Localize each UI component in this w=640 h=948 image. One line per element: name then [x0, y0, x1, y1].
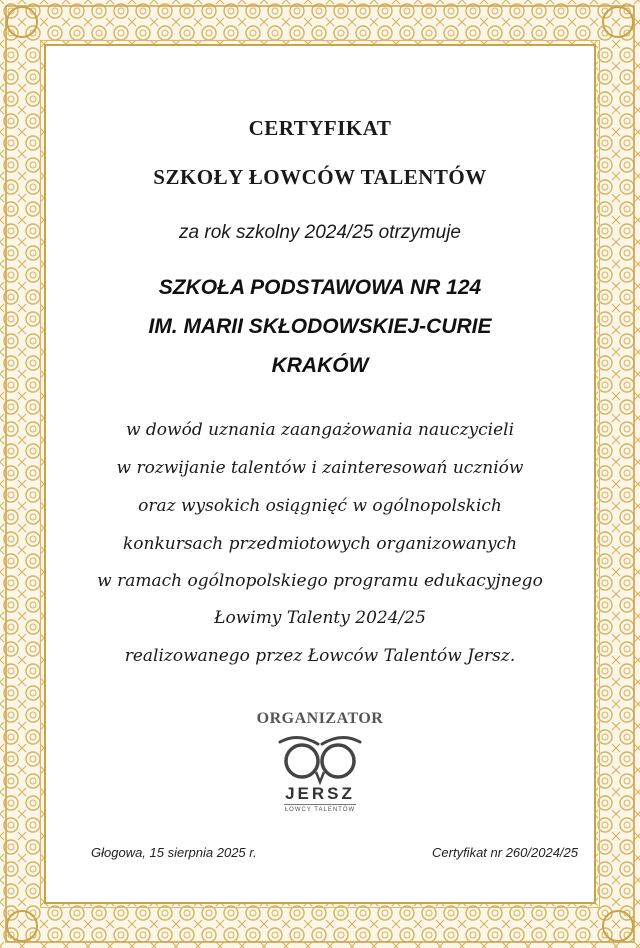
owl-eyes-icon: [276, 734, 364, 786]
certificate-subtitle: SZKOŁY ŁOWCÓW TALENTÓW: [153, 165, 487, 189]
place-and-date: Głogowa, 15 sierpnia 2025 r.: [91, 845, 257, 860]
school-city: KRAKÓW: [271, 354, 369, 377]
certificate-number: Certyfikat nr 260/2024/25: [432, 845, 578, 860]
body-text-line: w ramach ogólnopolskiego programu edukacyjnego: [97, 571, 543, 591]
certificate-title: CERTYFIKAT: [248, 116, 392, 140]
body-text-line: konkursach przedmiotowych organizowanych: [122, 534, 518, 554]
school-name-line1: SZKOŁA PODSTAWOWA NR 124: [158, 276, 482, 299]
school-year-line: za rok szkolny 2024/25 otrzymuje: [179, 222, 461, 243]
body-text-line: w dowód uznania zaangażowania nauczycieli: [125, 420, 515, 440]
organizer-logo-tagline: ŁOWCY TALENTÓW: [284, 807, 356, 813]
organizer-logo-name: JERSZ: [285, 784, 355, 803]
body-text-line: oraz wysokich osiągnięć w ogólnopolskich: [138, 496, 502, 516]
organizer-label: ORGANIZATOR: [256, 710, 384, 727]
logo-divider: [284, 804, 356, 805]
body-text-line: realizowanego przez Łowców Talentów Jersz.: [124, 646, 516, 666]
body-text-line: w rozwijanie talentów i zainteresowań uczniów: [116, 458, 524, 478]
body-text-line: Łowimy Talenty 2024/25: [214, 608, 426, 628]
school-name-line2: IM. MARII SKŁODOWSKIEJ-CURIE: [148, 315, 492, 338]
